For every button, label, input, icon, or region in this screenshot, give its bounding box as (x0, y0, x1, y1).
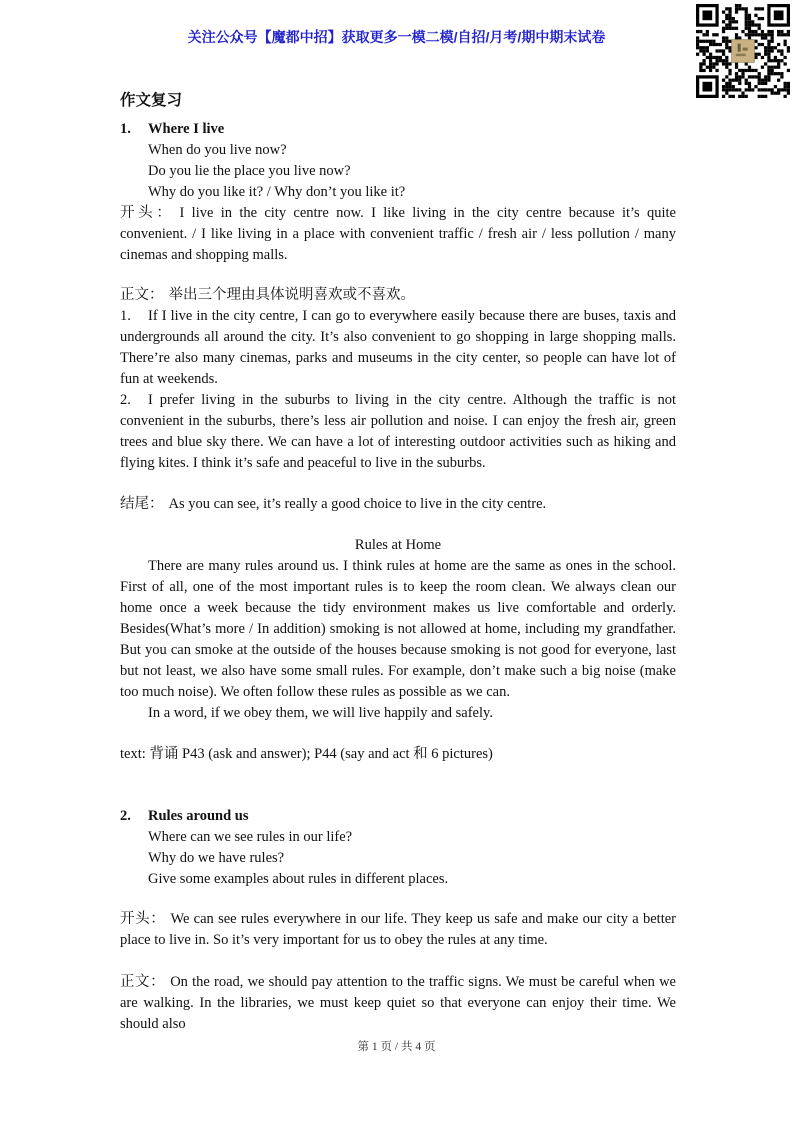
section-2-heading (120, 806, 676, 827)
item-text: If I live in the city centre, I can go to everywhere easily because there are buses, taxis and undergrounds all around the city. It’s also convenient to go shopping in large shopping malls. There’re also many cinemas, parks and museums in the city center, so people can have lot of fun at weekends. (120, 308, 676, 387)
promo-text: 关注公众号【魔都中招】获取更多一模二模/自招/月考/期中期末试卷 (187, 29, 606, 45)
essay-paragraph: In a word, if we obey them, we will live happily and safely. (148, 705, 493, 721)
section-2-opening-paragraph (120, 909, 676, 951)
item-number: 2. (120, 392, 131, 408)
section-1-heading (120, 119, 676, 140)
section-1-number: 1. (120, 121, 131, 137)
body-label: 正文： (120, 287, 164, 303)
body-text: On the road, we should pay attention to the traffic signs. We must be careful when we are walking. In the libraries, we must keep quiet so that everyone can enjoy their time. We should also (120, 974, 676, 1032)
section-2-number: 2. (120, 808, 131, 824)
section-1-closing-paragraph (120, 494, 676, 515)
section-1-question: Why do you like it? / Why don’t you like it? (148, 184, 406, 200)
item-text: I prefer living in the suburbs to living in the city centre. Although the traffic is not convenient in the suburbs, there’s less air pollution and noise. I can enjoy the fresh air, green trees and blue sky there. We can have a lot of interesting outdoor activities such as hiking and flying kites. I think it’s safe and peaceful to live in the suburbs. (120, 392, 676, 471)
essay-title: Rules at Home (354, 537, 442, 553)
section-1-title: Where I live (148, 121, 225, 137)
section-1-question: Do you lie the place you live now? (148, 163, 351, 179)
section-2-question: Why do we have rules? (148, 850, 285, 866)
section-1-body-intro (120, 285, 676, 306)
qr-code (696, 4, 790, 98)
section-2 (120, 806, 676, 1035)
page-footer: 第 1 页 / 共 4 页 (357, 1041, 436, 1053)
promo-header (0, 0, 793, 47)
body-intro-text: 举出三个理由具体说明喜欢或不喜欢。 (168, 287, 415, 303)
section-1-body-item (120, 306, 676, 390)
opening-label: 开头： (120, 205, 175, 221)
section-2-title: Rules around us (148, 808, 249, 824)
body-label: 正文： (120, 974, 166, 990)
section-2-question: Give some examples about rules in different places. (148, 871, 449, 887)
section-1 (120, 119, 676, 765)
item-number: 1. (120, 308, 131, 324)
section-2-body-paragraph (120, 972, 676, 1035)
opening-text: I live in the city centre now. I like living in the city centre because it’s quite convenient. / I like living in a place with convenient traffic / fresh air / less pollution / many cinemas and shopping malls. (120, 205, 676, 263)
section-1-question: When do you live now? (148, 142, 287, 158)
opening-text: We can see rules everywhere in our life. They keep us safe and make our city a better place to live in. So it’s very important for us to obey the rules at any time. (120, 911, 677, 948)
opening-label: 开头： (120, 911, 166, 927)
essay-paragraph: There are many rules around us. I think rules at home are the same as ones in the school. First of all, one of the most important rules is to keep the room clean. We always clean our home once a week because the tidy environment makes us live comfortable and orderly. Besides(What’s more / In addition) smoking is not allowed at home, including my grandfather. But you can smoke at the outside of the houses because smoking is not good for everyone, last but not least, we also have some small rules. For example, don’t make such a big noise (make too much noise). We often follow these rules as possible as we can. (120, 558, 676, 700)
text-note: text: 背诵 P43 (ask and answer); P44 (say and act 和 6 pictures) (120, 746, 493, 762)
section-1-body-item (120, 390, 676, 474)
closing-text: As you can see, it’s really a good choice to live in the city centre. (168, 496, 547, 512)
closing-label: 结尾： (120, 496, 164, 512)
section-1-opening-paragraph (120, 203, 676, 266)
section-2-question: Where can we see rules in our life? (148, 829, 353, 845)
doc-title: 作文复习 (120, 92, 183, 109)
document-content (0, 93, 793, 1035)
